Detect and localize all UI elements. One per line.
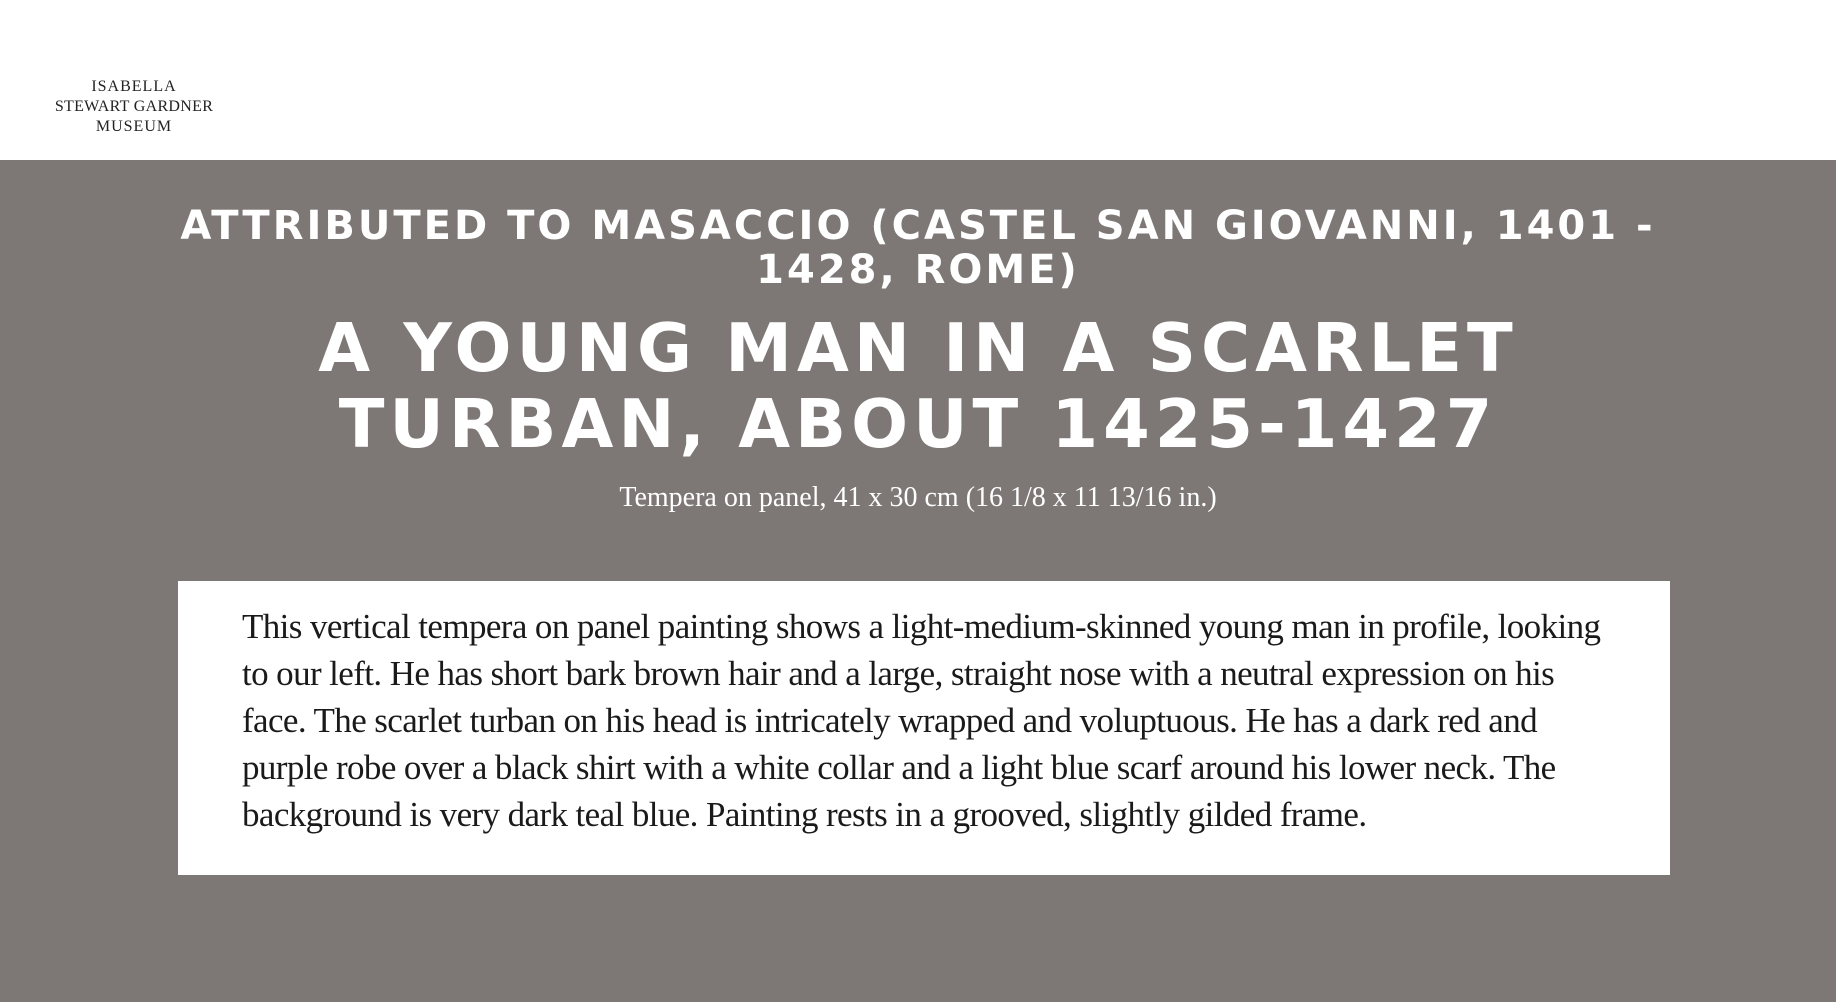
logo-line-1: ISABELLA: [91, 78, 177, 95]
logo-line-2: STEWART GARDNER: [54, 98, 214, 115]
artwork-description: This vertical tempera on panel painting shows a light-medium-skinned young man in profile, looking to our left. He has short bark brown hair and a large, straight nose with a neutral expression on his face. The scarlet turban on his head is intricately wrapped and voluptuous. He has a dark red and purple robe over a black shirt with a white collar and a light blue scarf around his lower neck. The background is very dark teal blue. Painting rests in a grooved, slightly gilded frame.: [242, 607, 1601, 834]
description-box: [178, 581, 1670, 875]
artwork-panel: [0, 160, 1836, 1002]
artwork-medium: Tempera on panel, 41 x 30 cm (16 1/8 x 11 13/16 in.): [619, 482, 1217, 513]
logo-line-3: MUSEUM: [95, 118, 173, 135]
museum-logo[interactable]: [34, 77, 234, 137]
site-header: [0, 0, 1836, 160]
artwork-title: A YOUNG MAN IN A SCARLET TURBAN, ABOUT 1425-1427: [318, 309, 1518, 463]
artist-attribution: ATTRIBUTED TO MASACCIO (CASTEL SAN GIOVANNI, 1401 - 1428, ROME): [180, 203, 1656, 293]
